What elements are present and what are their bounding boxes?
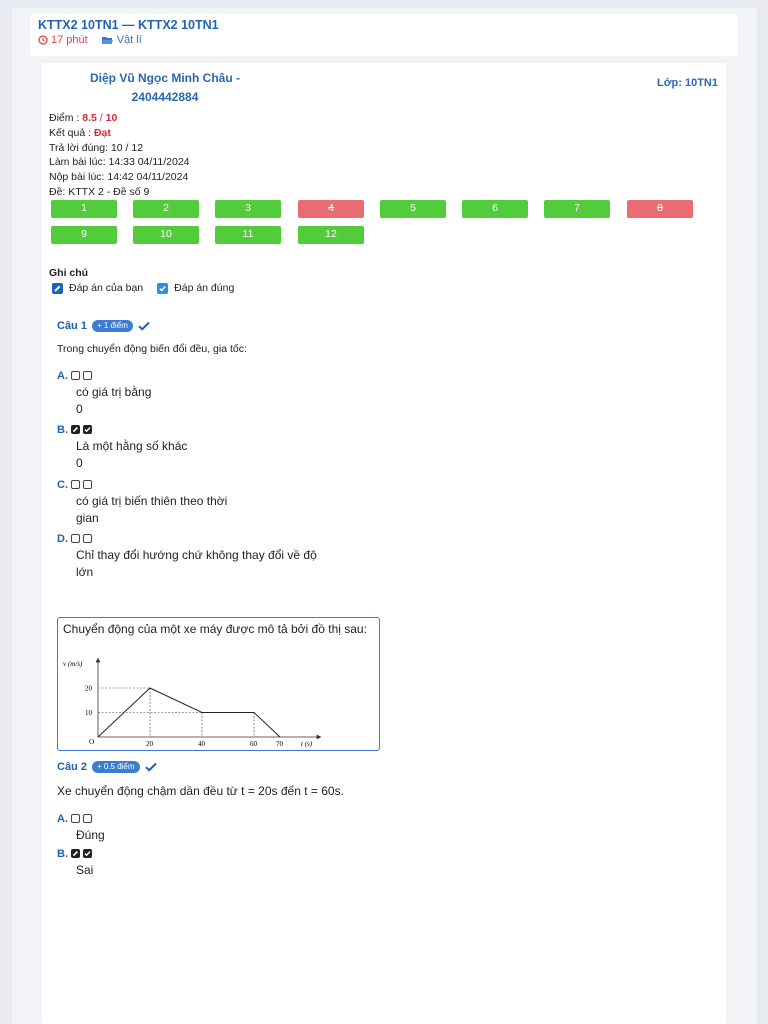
exam-title: KTTX2 10TN1 — KTTX2 10TN1 xyxy=(38,18,219,32)
question-nav-button[interactable]: 10 xyxy=(133,226,199,244)
legend-correct-answer-label: Đáp án đúng xyxy=(174,282,235,294)
option-text xyxy=(76,384,256,417)
question-2-text: Xe chuyển động chậm dần đều từ t = 20s đến t = 60s. xyxy=(57,784,344,798)
empty-box-icon xyxy=(83,371,92,380)
empty-box-icon xyxy=(71,814,80,823)
score-line xyxy=(49,111,190,126)
checkmark-icon xyxy=(145,762,157,772)
question-nav-button[interactable]: 12 xyxy=(298,226,364,244)
empty-box-icon xyxy=(83,814,92,823)
option-text xyxy=(76,493,256,526)
subject-link[interactable] xyxy=(102,34,142,46)
question-1-points: + 1 điểm xyxy=(92,320,133,332)
question-nav-button[interactable]: 2 xyxy=(133,200,199,218)
exam-header xyxy=(30,14,738,56)
question-1-header xyxy=(57,320,150,332)
option-letter: C. xyxy=(57,478,68,491)
empty-box-icon xyxy=(83,534,92,543)
clock-icon xyxy=(38,35,48,45)
question-nav-button[interactable]: 4 xyxy=(298,200,364,218)
x-axis-label: t (s) xyxy=(301,740,313,748)
legend-title: Ghi chú xyxy=(49,267,89,279)
x-tick-label: 70 xyxy=(276,740,283,748)
x-tick-label: 60 xyxy=(250,740,257,748)
score-separator: / xyxy=(96,112,106,124)
subject-text: Vật lí xyxy=(116,34,142,46)
legend-your-answer-label: Đáp án của bạn xyxy=(69,282,144,294)
question-nav-button[interactable]: 9 xyxy=(51,226,117,244)
score-max: 10 xyxy=(105,112,118,124)
exam-code: Đề: KTTX 2 - Đề số 9 xyxy=(49,185,150,198)
start-time: Làm bài lúc: 14:33 04/11/2024 xyxy=(49,156,190,169)
q1-option-d[interactable] xyxy=(57,532,356,580)
result-info xyxy=(49,111,190,200)
option-text xyxy=(76,438,256,471)
option-line: 0 xyxy=(76,455,83,470)
class-label: Lớp: 10TN1 xyxy=(657,77,718,89)
student-name: Diệp Vũ Ngọc Minh Châu - 2404442884 xyxy=(90,71,240,104)
duration xyxy=(38,34,88,46)
y-tick-label: 10 xyxy=(85,709,92,717)
y-tick-label: 20 xyxy=(85,684,92,693)
question-nav-button[interactable]: 5 xyxy=(380,200,446,218)
option-line: gian xyxy=(76,510,99,525)
legend xyxy=(52,282,234,294)
pencil-icon xyxy=(71,425,80,434)
result-label: Kết quả : xyxy=(49,126,92,139)
empty-box-icon xyxy=(83,480,92,489)
question-1-text: Trong chuyển động biến đổi đều, gia tốc: xyxy=(57,343,247,355)
score-label: Điểm : xyxy=(49,112,80,124)
question-nav-button[interactable]: 11 xyxy=(215,226,281,244)
pencil-icon xyxy=(52,283,63,294)
result-card xyxy=(42,63,726,1024)
exam-meta xyxy=(38,34,142,46)
option-letter: D. xyxy=(57,532,68,545)
option-text: Sai xyxy=(76,863,94,877)
q1-option-c[interactable] xyxy=(57,478,256,526)
option-letter: B. xyxy=(57,847,68,860)
score-value: 8.5 xyxy=(82,112,97,124)
option-line: Chỉ thay đổi hướng chứ không thay đổi về độ xyxy=(76,548,317,562)
option-line: có giá trị biến thiên theo thời xyxy=(76,494,228,508)
legend-correct-answer xyxy=(157,282,234,294)
empty-box-icon xyxy=(71,480,80,489)
option-text: Đúng xyxy=(76,828,105,842)
result-value: Đạt xyxy=(93,126,111,139)
result-line xyxy=(49,126,190,141)
option-line: có giá trị bằng xyxy=(76,385,152,399)
question-1-label: Câu 1 xyxy=(57,320,87,332)
option-letter: A. xyxy=(57,812,68,825)
empty-box-icon xyxy=(71,371,80,380)
stem-text: Chuyển động của một xe máy được mô tả bởi đồ thị sau: xyxy=(63,622,367,636)
option-letter: A. xyxy=(57,369,68,382)
correct-count: Trả lời đúng: 10 / 12 xyxy=(49,141,144,154)
check-icon xyxy=(83,425,92,434)
option-line: lớn xyxy=(76,564,94,579)
question-nav-button[interactable]: 1 xyxy=(51,200,117,218)
question-stem xyxy=(57,617,380,751)
x-tick-label: 40 xyxy=(198,740,205,748)
check-icon xyxy=(83,849,92,858)
q1-option-a[interactable] xyxy=(57,369,256,417)
question-nav-button[interactable]: 8 xyxy=(627,200,693,218)
q2-option-b[interactable] xyxy=(57,847,256,879)
velocity-time-graph xyxy=(61,656,321,748)
option-line: Là một hằng số khác xyxy=(76,439,188,453)
option-line: 0 xyxy=(76,401,83,416)
question-nav-button[interactable]: 7 xyxy=(544,200,610,218)
question-2-header xyxy=(57,761,157,773)
submit-time: Nộp bài lúc: 14:42 04/11/2024 xyxy=(49,171,189,184)
x-tick-label: 20 xyxy=(146,740,153,748)
pencil-icon xyxy=(71,849,80,858)
question-nav-button[interactable]: 3 xyxy=(215,200,281,218)
check-icon xyxy=(157,283,168,294)
duration-text: 17 phút xyxy=(51,34,88,46)
option-letter: B. xyxy=(57,423,68,436)
question-2-label: Câu 2 xyxy=(57,761,87,773)
legend-your-answer xyxy=(52,282,143,294)
option-text xyxy=(76,547,356,580)
checkmark-icon xyxy=(138,321,150,331)
q1-option-b[interactable] xyxy=(57,423,256,471)
question-2-points: + 0.5 điểm xyxy=(92,761,140,773)
q2-option-a[interactable] xyxy=(57,812,256,844)
folder-icon xyxy=(102,36,113,45)
origin-label: O xyxy=(89,737,95,746)
y-axis-label: v (m/s) xyxy=(63,660,83,668)
empty-box-icon xyxy=(71,534,80,543)
question-nav-button[interactable]: 6 xyxy=(462,200,528,218)
